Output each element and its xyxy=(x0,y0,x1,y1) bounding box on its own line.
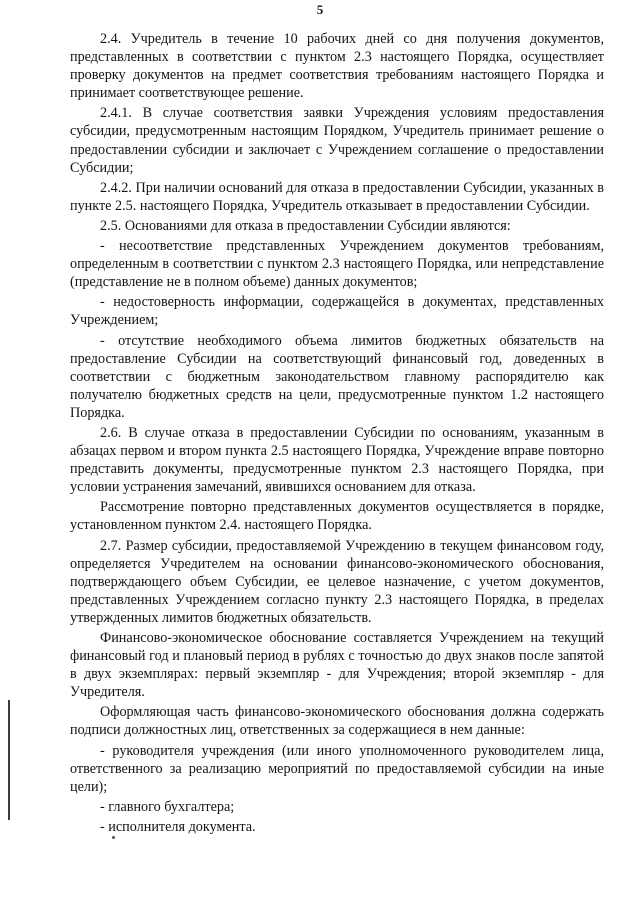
paragraph-2-4: 2.4. Учредитель в течение 10 рабочих дней со дня получения документов, представленных в соответствии с пунктом 2.3 настоящего Порядка, осуществляет проверку документов на предмет соответствия требованиям настоящего Порядка и принимает соответствующее решение. xyxy=(70,31,604,102)
list-item-head: - руководителя учреждения (или иного уполномоченного руководителем лица, ответственного за реализацию мероприятий по предоставляемой субсидии на иные цели); xyxy=(70,742,604,795)
document-body xyxy=(70,30,604,838)
list-item-no-limits: - отсутствие необходимого объема лимитов бюджетных обязательств на предоставление Субсидии на соответствующий финансовый год, доведенных в соответствии с бюджетным законодательством главному распорядителю как получателю бюджетных средств на цели, предусмотренные пунктом 1.2 настоящего Порядка. xyxy=(70,332,604,421)
paragraph-2-6: 2.6. В случае отказа в предоставлении Субсидии по основаниям, указанным в абзацах первом и втором пункта 2.5 настоящего Порядка, Учреждение вправе повторно представить документы, предусмотренные пунктом 2.3 настоящего Порядка, при условии устранения замечаний, явившихся основанием для отказа. xyxy=(70,424,604,496)
paragraph-signatures: Оформляющая часть финансово-экономического обоснования должна содержать подписи должностных лиц, ответственных за содержащиеся в нем данные: xyxy=(70,704,604,739)
paragraph-justification: Финансово-экономическое обоснование составляется Учреждением на текущий финансовый год и плановый период в рублях с точностью до двух знаков после запятой в двух экземплярах: первый экземпляр - для Учреждения; второй экземпляр - для Учредителя. xyxy=(70,630,604,701)
list-item-chief-accountant: - главного бухгалтера; xyxy=(100,798,235,815)
list-item-executor: - исполнителя документа. xyxy=(100,818,256,835)
paragraph-2-5: 2.5. Основаниями для отказа в предоставлении Субсидии являются: xyxy=(100,217,511,234)
list-item-nonconformity: - несоответствие представленных Учреждением документов требованиям, определенным в соответствии с пунктом 2.3 настоящего Порядка, или непредставление (представление не в полном объеме) данных документов; xyxy=(70,238,604,291)
paragraph-2-7: 2.7. Размер субсидии, предоставляемой Учреждению в текущем финансовом году, определяется Учредителем на основании финансово-экономического обоснования, подтверждающего объем Субсидии, ее целевое назначение, с учетом документов, представленных Учреждением согласно пункту 2.3 настоящего Порядка, в пределах утвержденных лимитов бюджетных обязательств. xyxy=(70,537,604,626)
page-number: 5 xyxy=(316,2,324,17)
scan-edge-mark xyxy=(8,700,10,820)
paragraph-2-4-2: 2.4.2. При наличии оснований для отказа в предоставлении Субсидии, указанных в пункте 2.5. настоящего Порядка, Учредитель отказывает в предоставлении Субсидии. xyxy=(70,179,604,214)
paragraph-resubmission: Рассмотрение повторно представленных документов осуществляется в порядке, установленном пунктом 2.4. настоящего Порядка. xyxy=(70,499,604,534)
scan-speck xyxy=(112,836,115,839)
paragraph-2-4-1: 2.4.1. В случае соответствия заявки Учреждения условиям предоставления субсидии, предусмотренным настоящим Порядком, Учредитель принимает решение о предоставлении субсидии и заключает с Учреждением соглашение о предоставлении Субсидии; xyxy=(70,105,604,176)
list-item-unreliable-info: - недостоверность информации, содержащейся в документах, представленных Учреждением; xyxy=(70,294,604,329)
